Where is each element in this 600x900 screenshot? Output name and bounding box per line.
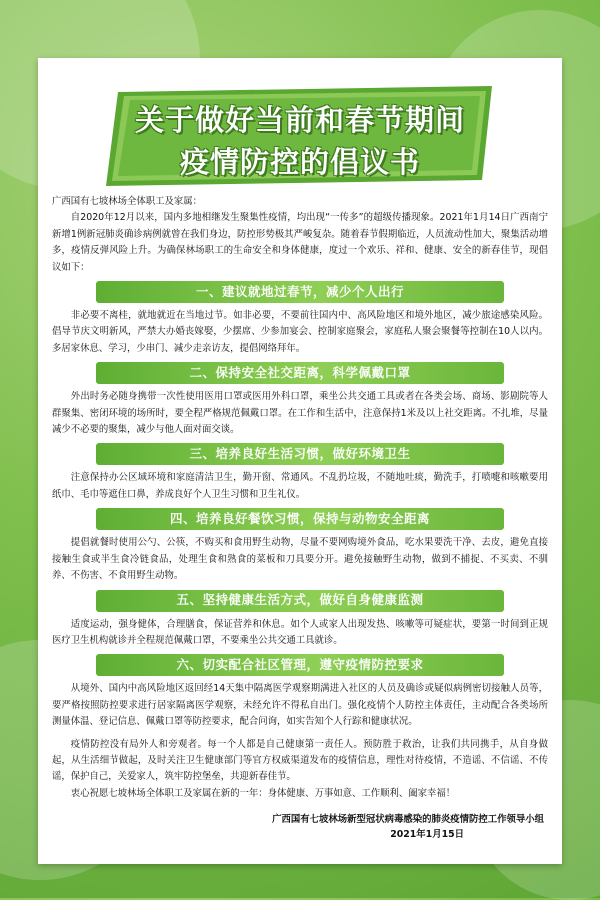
section-heading-2: 二、保持安全社交距离，科学佩戴口罩 [96,362,504,384]
signature-org: 广西国有七坡林场新型冠状病毒感染的肺炎疫情防控工作领导小组 [272,814,544,826]
section-body-2: 外出时务必随身携带一次性使用医用口罩或医用外科口罩，乘坐公共交通工具或者在各类会场、商场、影剧院等人群聚集、密闭环境的场所时，要全程严格规范佩戴口罩。在工作和生活中，注意保持1米及以上社交距离。不扎堆，尽量减少不必要的聚集，减少与他人面对面交谈。 [52,391,548,436]
title-line-1: 关于做好当前和春节期间 [134,103,465,137]
section-body-3: 注意保持办公区域环境和家庭清洁卫生，勤开窗、常通风。不乱扔垃圾，不随地吐痰，勤洗手，打喷嚏和咳嗽要用纸巾、毛巾等遮住口鼻，养成良好个人卫生习惯和卫生礼仪。 [52,472,548,500]
intro-paragraph: 自2020年12月以来，国内多地相继发生聚集性疫情，均出现“一传多”的超级传播现象。2021年1月14日广西南宁新增1例新冠肺炎确诊病例就曾在我们身边，防控形势极其严峻复杂。随着春节假期临近，人员流动性加大，聚集活动增多，疫情反弹风险上升。为确保林场职工的生命安全和身体健康，度过一个欢乐、祥和、健康、安全的新春佳节，现倡议如下： [52,212,548,273]
section-body-4: 提倡就餐时使用公勺、公筷，不购买和食用野生动物，尽量不要网购境外食品，吃水果要洗干净、去皮，避免直接接触生食或半生食冷链食品，处理生食和熟食的菜板和刀具要分开。避免接触野生动物，做到不捕捉、不买卖、不驯养、不伤害、不食用野生动物。 [52,537,548,582]
section-body-5: 适度运动，强身健体，合理膳食，保证营养和休息。如个人或家人出现发热、咳嗽等可疑症状，要第一时间到正规医疗卫生机构就诊并全程规范佩戴口罩，不要乘坐公共交通工具就诊。 [52,618,548,646]
section-heading-3: 三、培养良好生活习惯，做好环境卫生 [96,443,504,465]
section-heading-5: 五、坚持健康生活方式，做好自身健康监测 [96,590,504,612]
title-banner [100,84,500,188]
title-line-2: 疫情防控的倡议书 [179,145,420,179]
letter-paper [38,58,562,864]
salutation: 广西国有七坡林场全体职工及家属： [52,196,203,207]
section-heading-4: 四、培养良好餐饮习惯，保持与动物安全距离 [96,508,504,530]
section-body-1: 非必要不离桂，就地就近在当地过节。如非必要，不要前往国内中、高风险地区和境外地区，减少旅途感染风险。倡导节庆文明新风，严禁大办婚丧嫁娶，少摆席、少参加宴会、控制家庭聚会，家庭私人聚会聚餐等控制在10人以内。多居家休息、学习，少串门、减少走亲访友，提倡网络拜年。 [52,310,548,354]
letter-content [52,194,548,842]
closing-wish: 衷心祝愿七坡林场全体职工及家属在新的一年：身体健康、万事如意、工作顺利、阖家幸福！ [70,787,456,799]
section-heading-6: 六、切实配合社区管理，遵守疫情防控要求 [96,654,504,676]
closing-paragraph: 疫情防控没有局外人和旁观者。每一个人都是自己健康第一责任人。预防胜于救治，让我们共同携手，从自身做起，从生活细节做起，及时关注卫生健康部门等官方权威渠道发布的疫情信息，理性对待疫情，不造谣、不信谣、不传谣，保护自己，关爱家人，筑牢防控堡垒，共迎新春佳节。 [52,738,548,783]
section-heading-1: 一、建议就地过春节，减少个人出行 [96,281,504,303]
signature-date: 2021年1月15日 [390,829,464,841]
section-body-6: 从境外、国内中高风险地区返回经14天集中隔离医学观察期满进入社区的人员及确诊或疑似病例密切接触人员等，要严格按照防控要求进行居家隔离医学观察，未经允许不得私自出门。强化疫情个人防控主体责任，主动配合各类场所测量体温、登记信息、佩戴口罩等防控要求，配合问询，如实告知个人行踪和健康状况。 [52,683,548,728]
